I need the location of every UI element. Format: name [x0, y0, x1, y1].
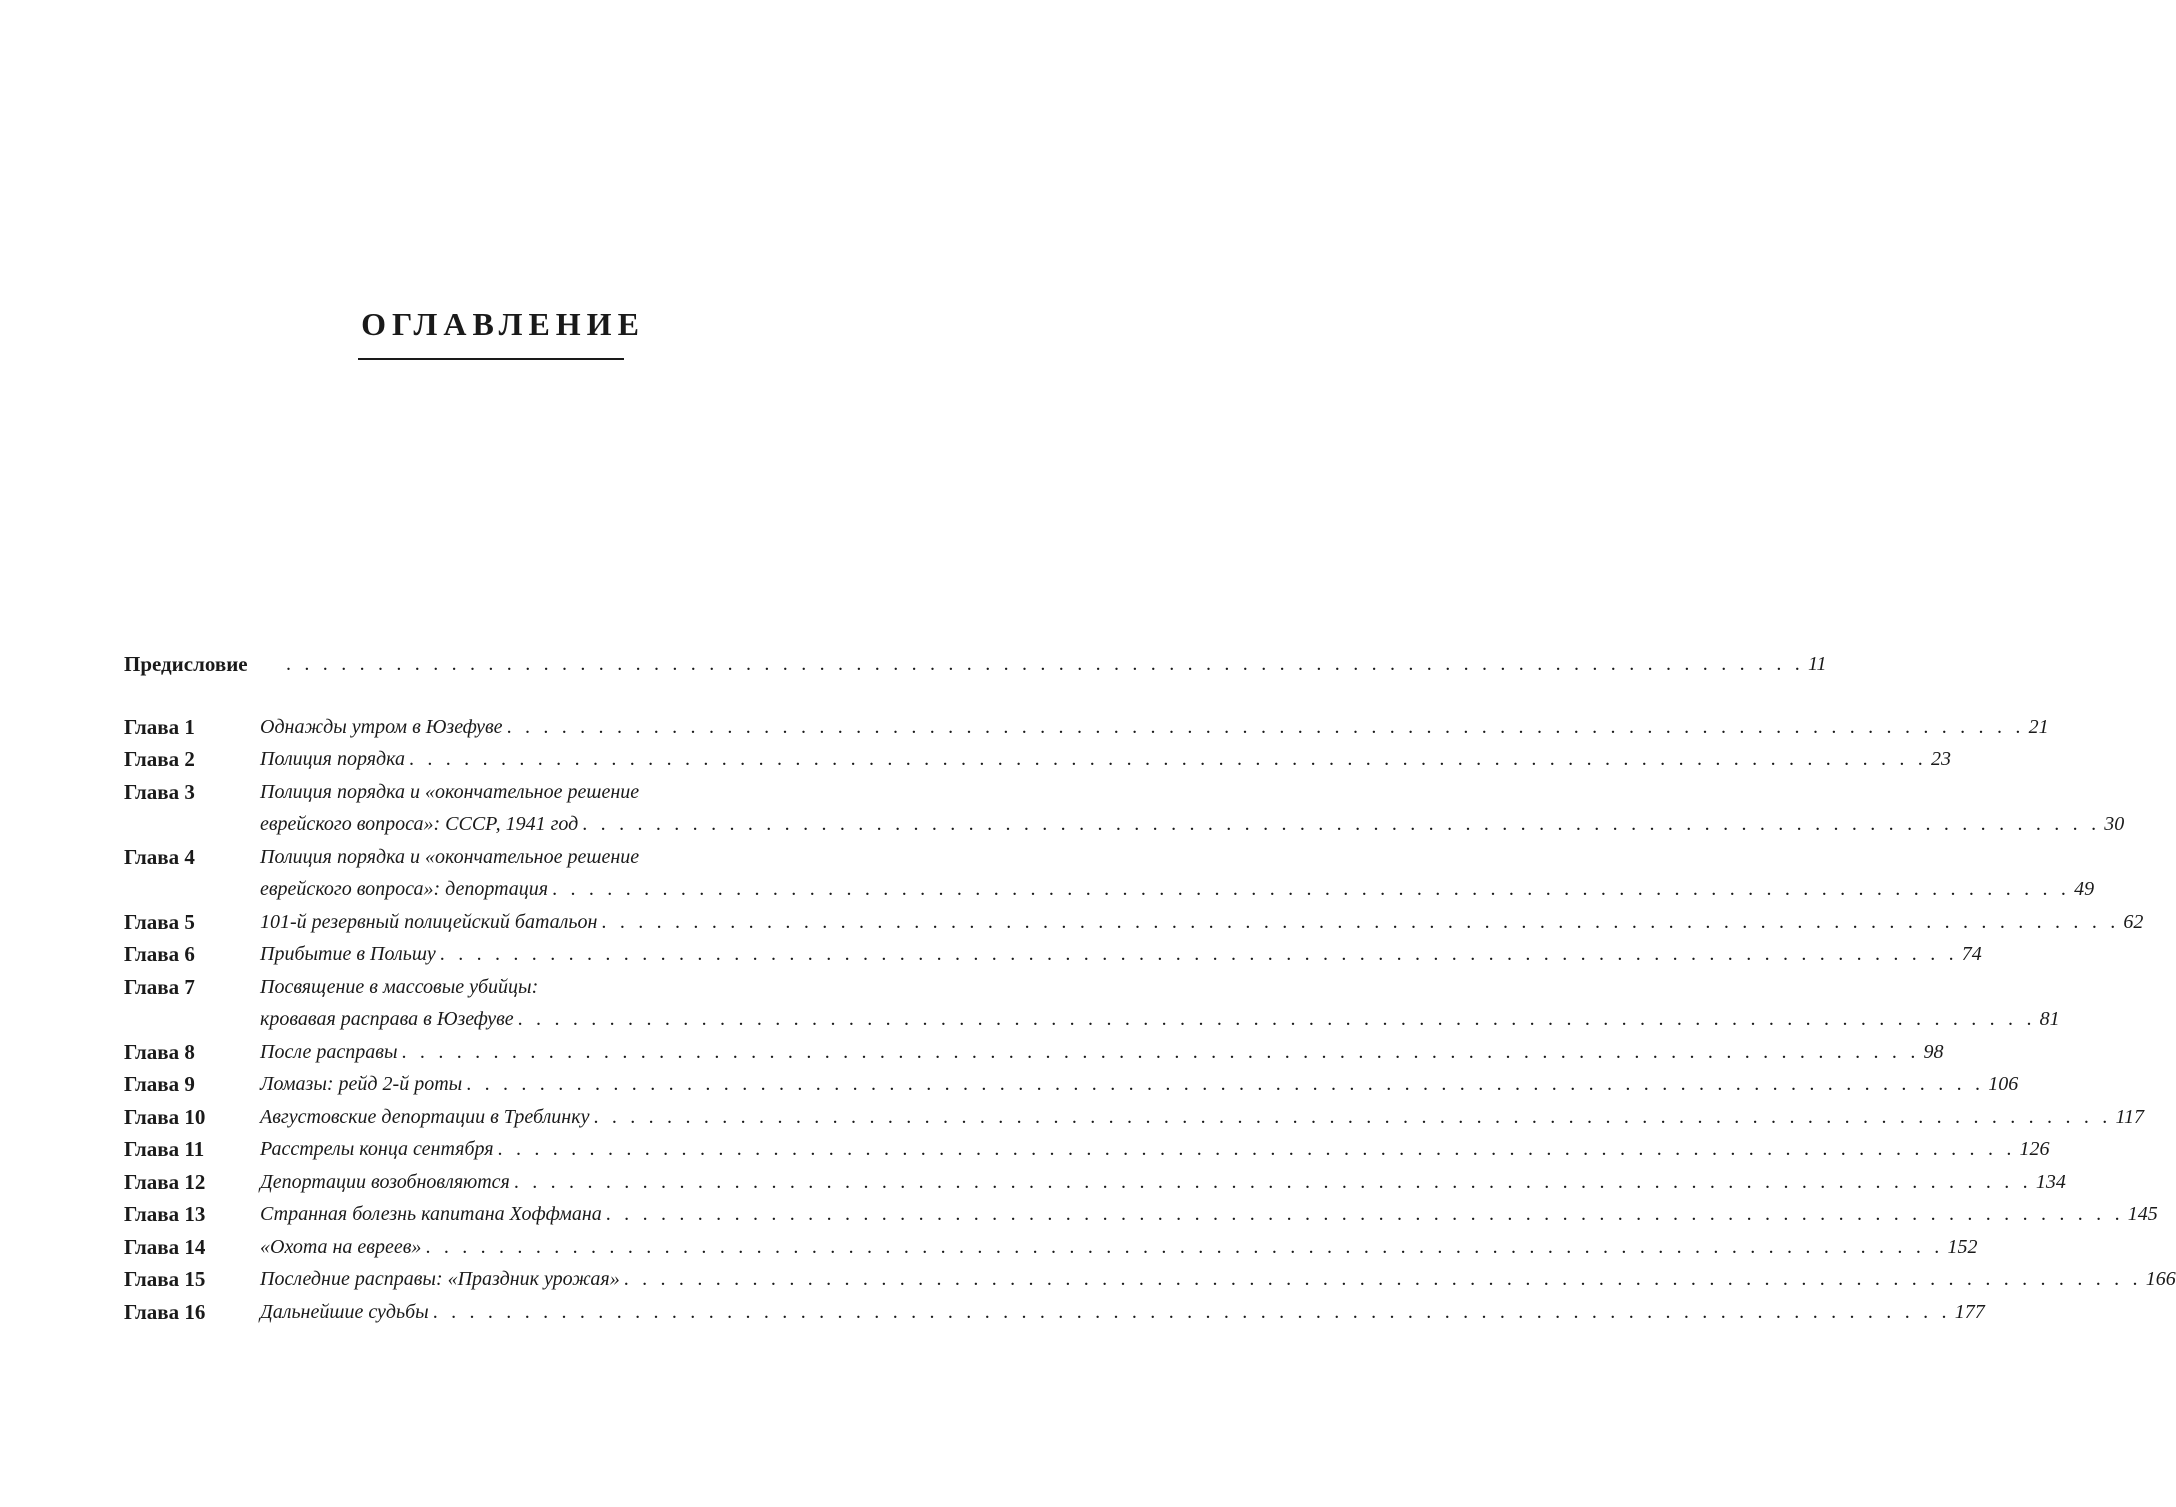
- toc-entry-body: [260, 1198, 2158, 1231]
- toc-entry-label: Глава 15: [124, 1267, 206, 1291]
- toc-entry-title: 101-й резервный полицейский батальон: [260, 910, 598, 933]
- toc-entry-preface[interactable]: [124, 648, 1827, 681]
- toc-entry-continuation[interactable]: [124, 1003, 2060, 1036]
- toc-entry-body: [260, 1101, 2144, 1134]
- toc-entry-body: [260, 1231, 1978, 1264]
- toc-entry-chapter-4[interactable]: [124, 841, 863, 874]
- toc-page-number: 23: [1930, 748, 1951, 770]
- toc-entry-body: [260, 841, 863, 874]
- toc-entry-label: Глава 6: [124, 942, 195, 966]
- toc-entry-body: [260, 743, 1951, 776]
- title-underline: [358, 358, 624, 360]
- toc-entry-body: [260, 971, 863, 1004]
- toc-entry-title: Посвящение в массовые убийцы:: [260, 975, 539, 998]
- toc-entry-title: Депортации возобновляются: [260, 1170, 510, 1193]
- dot-leader: . . . . . . . . . . . . . . . . . . . . . . . . . . . . . . . . . . . . . . . . . . . . . . . . . . . . . . . . . . . . . . . . . . . . . . . . . . . . . . . . . . .: [286, 653, 1804, 675]
- page-title: ОГЛАВЛЕНИЕ: [361, 306, 645, 342]
- toc-entry-continuation[interactable]: [124, 808, 2125, 841]
- toc-entry-title: «Охота на евреев»: [260, 1235, 422, 1258]
- toc-entry-body: [260, 1263, 2176, 1296]
- toc-entry-title: Расстрелы конца сентября: [260, 1138, 494, 1160]
- toc-entry-label: Глава 5: [124, 909, 195, 934]
- toc-entry-title: Последние расправы: «Праздник урожая»: [260, 1268, 620, 1290]
- toc-page-number: 166: [2145, 1268, 2176, 1290]
- toc-entry-chapter-14[interactable]: [124, 1231, 1978, 1264]
- toc-entry-chapter-5[interactable]: [124, 906, 2144, 939]
- dot-leader: . . . . . . . . . . . . . . . . . . . . . . . . . . . . . . . . . . . . . . . . . . . . . . . . . . . . . . . . . . . . . . . . . . . . . . . . . . . . . . . . . . .: [401, 1040, 1920, 1063]
- toc-entry-body: [260, 776, 863, 809]
- toc-page-number: 117: [2115, 1105, 2144, 1128]
- dot-leader: . . . . . . . . . . . . . . . . . . . . . . . . . . . . . . . . . . . . . . . . . . . . . . . . . . . . . . . . . . . . . . . . . . . . . . . . . . . . . . . . . . .: [605, 1203, 2124, 1225]
- toc-page-number: 81: [2039, 1008, 2060, 1030]
- toc-entry-title: Странная болезнь капитана Хоффмана: [260, 1203, 602, 1225]
- toc-entry-body: [260, 1133, 2050, 1166]
- toc-entry-body: [260, 1166, 2066, 1199]
- toc-page-number: 74: [1961, 943, 1982, 965]
- toc-entry-chapter-12[interactable]: [124, 1166, 2066, 1199]
- toc-entry-chapter-15[interactable]: [124, 1263, 2176, 1296]
- toc-entry-chapter-1[interactable]: [124, 711, 2049, 744]
- toc-page-number: 126: [2019, 1138, 2050, 1160]
- dot-leader: . . . . . . . . . . . . . . . . . . . . . . . . . . . . . . . . . . . . . . . . . . . . . . . . . . . . . . . . . . . . . . . . . . . . . . . . . . . . . . . . . . .: [601, 910, 2120, 933]
- toc-entry-label: Глава 1: [124, 714, 195, 739]
- toc-entry-label: Глава 14: [124, 1234, 206, 1259]
- toc-entry-body: [260, 906, 2144, 939]
- toc-entry-title: Полиция порядка и «окончательное решение: [260, 780, 640, 803]
- toc-entry-title: Ломазы: рейд 2-й роты: [260, 1073, 463, 1095]
- toc-entry-continuation[interactable]: [124, 873, 2095, 906]
- toc-page-number: 134: [2035, 1170, 2066, 1193]
- toc-entry-chapter-6[interactable]: [124, 938, 1982, 971]
- toc-entry-label: Глава 10: [124, 1104, 206, 1129]
- toc-entry-chapter-16[interactable]: [124, 1296, 1985, 1329]
- toc-entry-chapter-8[interactable]: [124, 1036, 1944, 1069]
- toc-page-number: 98: [1923, 1040, 1944, 1063]
- toc-entry-body: [260, 873, 2095, 906]
- dot-leader: . . . . . . . . . . . . . . . . . . . . . . . . . . . . . . . . . . . . . . . . . . . . . . . . . . . . . . . . . . . . . . . . . . . . . . . . . . . . . . . . . . .: [517, 1008, 2036, 1030]
- toc-entry-title: После расправы: [260, 1040, 398, 1063]
- dot-leader: . . . . . . . . . . . . . . . . . . . . . . . . . . . . . . . . . . . . . . . . . . . . . . . . . . . . . . . . . . . . . . . . . . . . . . . . . . . . . . . . . . .: [425, 1235, 1944, 1258]
- toc-entry-label: Глава 4: [124, 844, 195, 869]
- dot-leader: . . . . . . . . . . . . . . . . . . . . . . . . . . . . . . . . . . . . . . . . . . . . . . . . . . . . . . . . . . . . . . . . . . . . . . . . . . . . . . . . . . .: [432, 1300, 1951, 1323]
- toc-entry-chapter-7[interactable]: [124, 971, 863, 1004]
- toc-entry-chapter-13[interactable]: [124, 1198, 2158, 1231]
- dot-leader: . . . . . . . . . . . . . . . . . . . . . . . . . . . . . . . . . . . . . . . . . . . . . . . . . . . . . . . . . . . . . . . . . . . . . . . . . . . . . . . . . . .: [513, 1170, 2032, 1193]
- dot-leader: . . . . . . . . . . . . . . . . . . . . . . . . . . . . . . . . . . . . . . . . . . . . . . . . . . . . . . . . . . . . . . . . . . . . . . . . . . . . . . . . . . .: [497, 1138, 2016, 1160]
- toc-entry-body: [260, 938, 1982, 971]
- toc-entry-title: Прибытие в Польшу: [260, 943, 436, 965]
- toc-entry-label: Глава 12: [124, 1169, 206, 1194]
- toc-page-number: 21: [2028, 715, 2049, 738]
- toc-entry-label: Глава 3: [124, 779, 195, 804]
- toc-entry-title: еврейского вопроса»: СССР, 1941 год: [260, 813, 579, 835]
- toc-page-number: 11: [1808, 653, 1827, 675]
- toc-entry-chapter-9[interactable]: [124, 1068, 2019, 1101]
- toc-entry-body: [282, 648, 1827, 681]
- toc-entry-title: Однажды утром в Юзефуве: [260, 715, 503, 738]
- toc-entry-chapter-3[interactable]: [124, 776, 863, 809]
- toc-entry-label: Глава 13: [124, 1202, 206, 1226]
- toc-entry-body: [260, 1068, 2019, 1101]
- dot-leader: . . . . . . . . . . . . . . . . . . . . . . . . . . . . . . . . . . . . . . . . . . . . . . . . . . . . . . . . . . . . . . . . . . . . . . . . . . . . . . . . . . .: [408, 748, 1927, 770]
- toc-entry-body: [260, 1036, 1944, 1069]
- toc-entry-title: Дальнейшие судьбы: [260, 1300, 429, 1323]
- toc-entry-label: Глава 2: [124, 747, 195, 771]
- toc-entry-title: Полиция порядка: [260, 748, 405, 770]
- toc-page-number: 106: [1988, 1073, 2019, 1095]
- toc-entry-label: Предисловие: [124, 652, 248, 676]
- toc-page-number: 145: [2127, 1203, 2158, 1225]
- toc-entry-label: Глава 8: [124, 1039, 195, 1064]
- toc-entry-chapter-2[interactable]: [124, 743, 1951, 776]
- dot-leader: . . . . . . . . . . . . . . . . . . . . . . . . . . . . . . . . . . . . . . . . . . . . . . . . . . . . . . . . . . . . . . . . . . . . . . . . . . . . . . . . . . .: [466, 1073, 1985, 1095]
- toc-page-number: 152: [1947, 1235, 1978, 1258]
- toc-entry-body: [260, 711, 2049, 744]
- table-of-contents: [124, 648, 2176, 1328]
- dot-leader: . . . . . . . . . . . . . . . . . . . . . . . . . . . . . . . . . . . . . . . . . . . . . . . . . . . . . . . . . . . . . . . . . . . . . . . . . . . . . . . . . . .: [506, 715, 2025, 738]
- dot-leader: . . . . . . . . . . . . . . . . . . . . . . . . . . . . . . . . . . . . . . . . . . . . . . . . . . . . . . . . . . . . . . . . . . . . . . . . . . . . . . . . . . .: [623, 1268, 2142, 1290]
- toc-entry-title: Полиция порядка и «окончательное решение: [260, 845, 640, 868]
- toc-page-number: 49: [2074, 878, 2095, 900]
- toc-page-number: 62: [2123, 910, 2144, 933]
- toc-entry-title: еврейского вопроса»: депортация: [260, 878, 549, 900]
- toc-page-number: 30: [2104, 813, 2125, 835]
- toc-entry-body: [260, 1296, 1985, 1329]
- dot-leader: . . . . . . . . . . . . . . . . . . . . . . . . . . . . . . . . . . . . . . . . . . . . . . . . . . . . . . . . . . . . . . . . . . . . . . . . . . . . . . . . . . .: [582, 813, 2101, 835]
- toc-entry-title: кровавая расправа в Юзефуве: [260, 1008, 514, 1030]
- toc-entry-body: [260, 808, 2125, 841]
- toc-entry-label: Глава 16: [124, 1299, 206, 1324]
- dot-leader: . . . . . . . . . . . . . . . . . . . . . . . . . . . . . . . . . . . . . . . . . . . . . . . . . . . . . . . . . . . . . . . . . . . . . . . . . . . . . . . . . . .: [439, 943, 1958, 965]
- toc-entry-label: Глава 7: [124, 974, 195, 999]
- toc-entry-body: [260, 1003, 2060, 1036]
- dot-leader: . . . . . . . . . . . . . . . . . . . . . . . . . . . . . . . . . . . . . . . . . . . . . . . . . . . . . . . . . . . . . . . . . . . . . . . . . . . . . . . . . . .: [552, 878, 2071, 900]
- dot-leader: . . . . . . . . . . . . . . . . . . . . . . . . . . . . . . . . . . . . . . . . . . . . . . . . . . . . . . . . . . . . . . . . . . . . . . . . . . . . . . . . . . .: [593, 1105, 2112, 1128]
- toc-page-number: 177: [1954, 1300, 1985, 1323]
- toc-entry-label: Глава 9: [124, 1072, 195, 1096]
- toc-entry-label: Глава 11: [124, 1137, 205, 1161]
- toc-entry-chapter-10[interactable]: [124, 1101, 2144, 1134]
- toc-entry-chapter-11[interactable]: [124, 1133, 2050, 1166]
- toc-entry-title: Августовские депортации в Треблинку: [260, 1105, 590, 1128]
